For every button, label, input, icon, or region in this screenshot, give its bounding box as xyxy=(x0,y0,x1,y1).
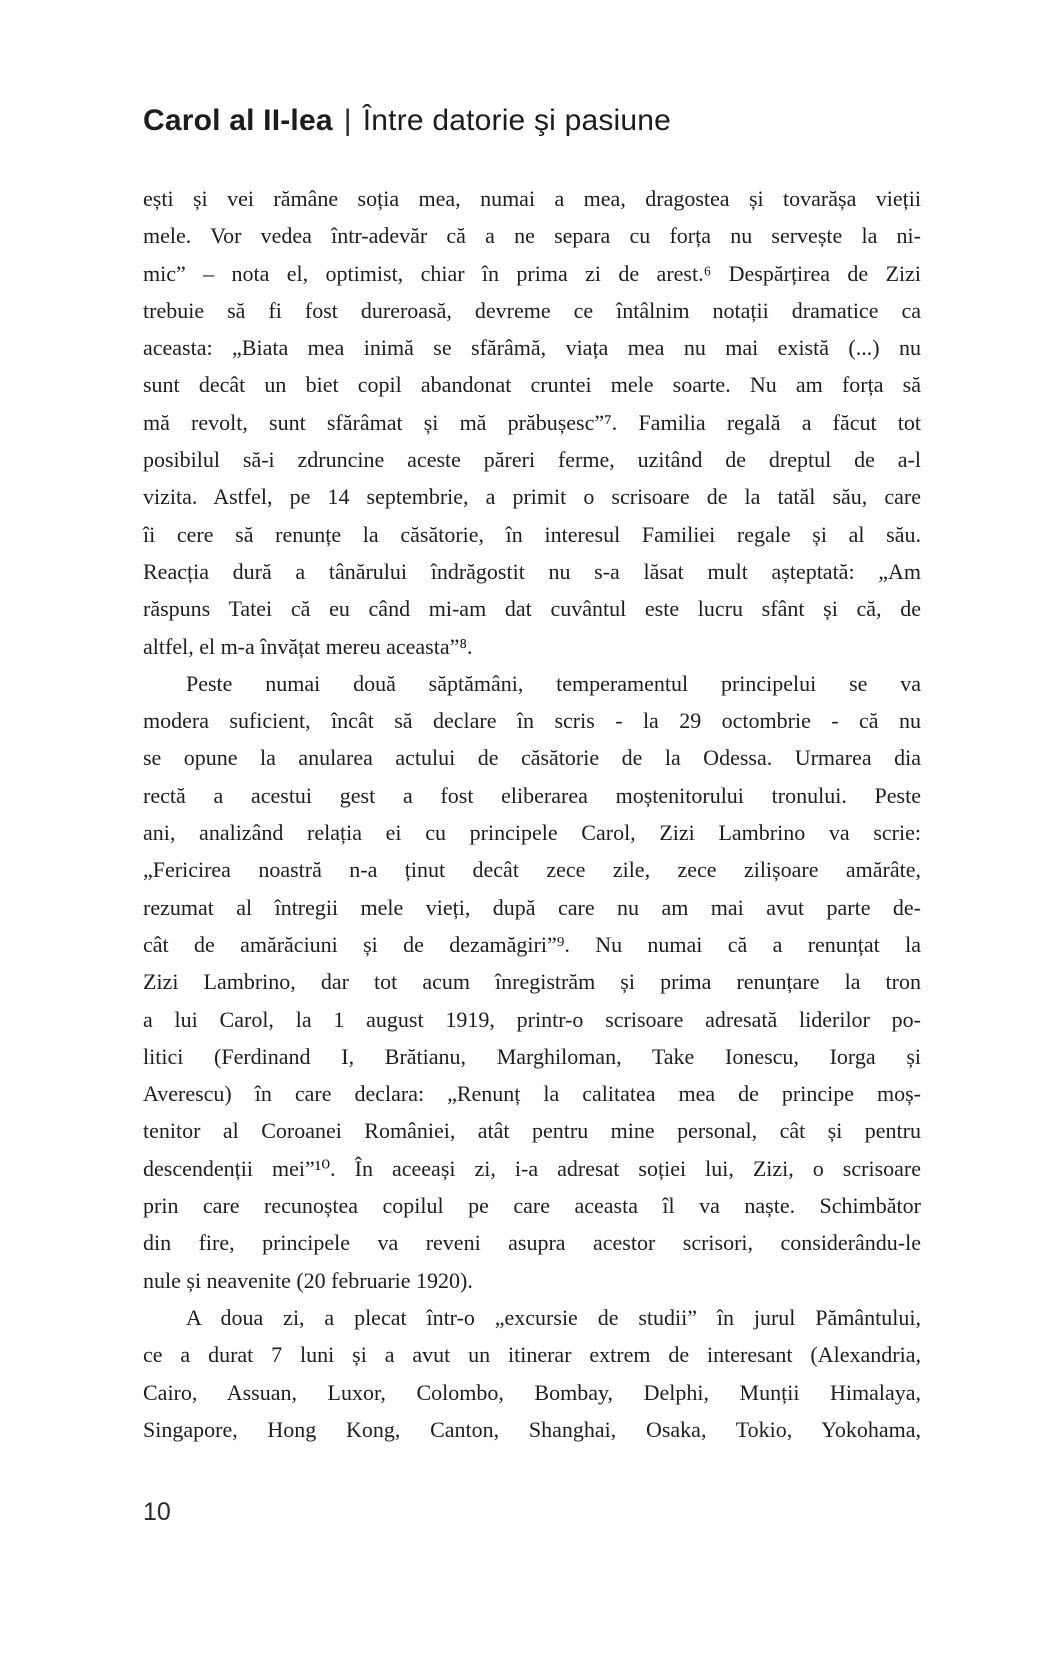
body-text xyxy=(143,180,921,1448)
text-line: ce a durat 7 luni și a avut un itinerar extrem de interesant (Alexandria, xyxy=(143,1342,921,1368)
text-line: răspuns Tatei că eu când mi-am dat cuvântul este lucru sfânt și că, de xyxy=(143,596,921,622)
text-line: „Fericirea noastră n-a ținut decât zece zile, zece zilișoare amărâte, xyxy=(143,857,921,883)
paragraph xyxy=(143,180,921,665)
text-line: Cairo, Assuan, Luxor, Colombo, Bombay, Delphi, Munții Himalaya, xyxy=(143,1379,921,1405)
text-line: rectă a acestui gest a fost eliberarea moștenitorului tronului. Peste xyxy=(143,782,921,808)
text-line: vizita. Astfel, pe 14 septembrie, a primit o scrisoare de la tatăl său, care xyxy=(143,484,921,510)
text-line: Peste numai două săptămâni, temperamentul principelui se va xyxy=(186,670,921,696)
text-line: posibilul să-i zdruncine aceste păreri ferme, uzitând de dreptul de a-l xyxy=(143,447,921,473)
text-line: tenitor al Coroanei României, atât pentru mine personal, cât și pentru xyxy=(143,1118,921,1144)
text-line: cât de amărăciuni și de dezamăgiri”⁹. Nu numai că a renunțat la xyxy=(143,931,921,957)
header-title-regular: Între datorie şi pasiune xyxy=(362,104,672,137)
text-line: Zizi Lambrino, dar tot acum înregistrăm și prima renunțare la tron xyxy=(143,969,921,995)
header-title-bold: Carol al II-lea xyxy=(143,104,333,137)
text-line: mele. Vor vedea într-adevăr că a ne separa cu forța nu servește la ni- xyxy=(143,223,921,249)
header-separator: | xyxy=(343,104,352,137)
text-line: Averescu) în care declara: „Renunț la calitatea mea de principe moș- xyxy=(143,1081,921,1107)
text-line: rezumat al întregii mele vieți, după care nu am mai avut parte de- xyxy=(143,894,921,920)
running-header xyxy=(143,101,933,141)
text-line: mă revolt, sunt sfărâmat și mă prăbușesc”⁷. Familia regală a făcut tot xyxy=(143,409,921,435)
text-line: A doua zi, a plecat într-o „excursie de studii” în jurul Pământului, xyxy=(186,1304,921,1330)
paragraph xyxy=(143,1299,921,1448)
text-line: a lui Carol, la 1 august 1919, printr-o scrisoare adresată liderilor po- xyxy=(143,1006,921,1032)
text-line: Singapore, Hong Kong, Canton, Shanghai, Osaka, Tokio, Yokohama, xyxy=(143,1416,921,1442)
text-line: ani, analizând relația ei cu principele Carol, Zizi Lambrino va scrie: xyxy=(143,820,921,846)
page-footer xyxy=(143,1498,171,1527)
text-line: prin care recunoștea copilul pe care aceasta îl va naște. Schimbător xyxy=(143,1193,921,1219)
text-line: îi cere să renunțe la căsătorie, în interesul Familiei regale și al său. xyxy=(143,521,921,547)
text-line: descendenții mei”¹⁰. În aceeași zi, i-a adresat soției lui, Zizi, o scrisoare xyxy=(143,1155,921,1181)
text-line: trebuie să fi fost dureroasă, devreme ce întâlnim notații dramatice ca xyxy=(143,297,921,323)
text-line: din fire, principele va reveni asupra acestor scrisori, considerându-le xyxy=(143,1230,921,1256)
text-line: se opune la anularea actului de căsătorie de la Odessa. Urmarea dia xyxy=(143,745,921,771)
text-line: sunt decât un biet copil abandonat cruntei mele soarte. Nu am forța să xyxy=(143,372,921,398)
text-line: mic” – nota el, optimist, chiar în prima zi de arest.⁶ Despărțirea de Zizi xyxy=(143,260,921,286)
paragraph xyxy=(143,665,921,1299)
text-line: nule și neavenite (20 februarie 1920). xyxy=(143,1267,473,1293)
text-line: ești și vei rămâne soția mea, numai a mea, dragostea și tovarășa vieții xyxy=(143,186,921,211)
text-line: modera suficient, încât să declare în scris - la 29 octombrie - că nu xyxy=(143,708,921,734)
text-line: Reacția dură a tânărului îndrăgostit nu s-a lăsat mult așteptată: „Am xyxy=(143,558,921,584)
text-line: litici (Ferdinand I, Brătianu, Marghiloman, Take Ionescu, Iorga și xyxy=(143,1043,921,1069)
text-line: aceasta: „Biata mea inimă se sfărâmă, viața mea nu mai există (...) nu xyxy=(143,335,921,361)
text-line: altfel, el m-a învățat mereu aceasta”⁸. xyxy=(143,633,473,659)
page-number: 10 xyxy=(143,1498,171,1526)
